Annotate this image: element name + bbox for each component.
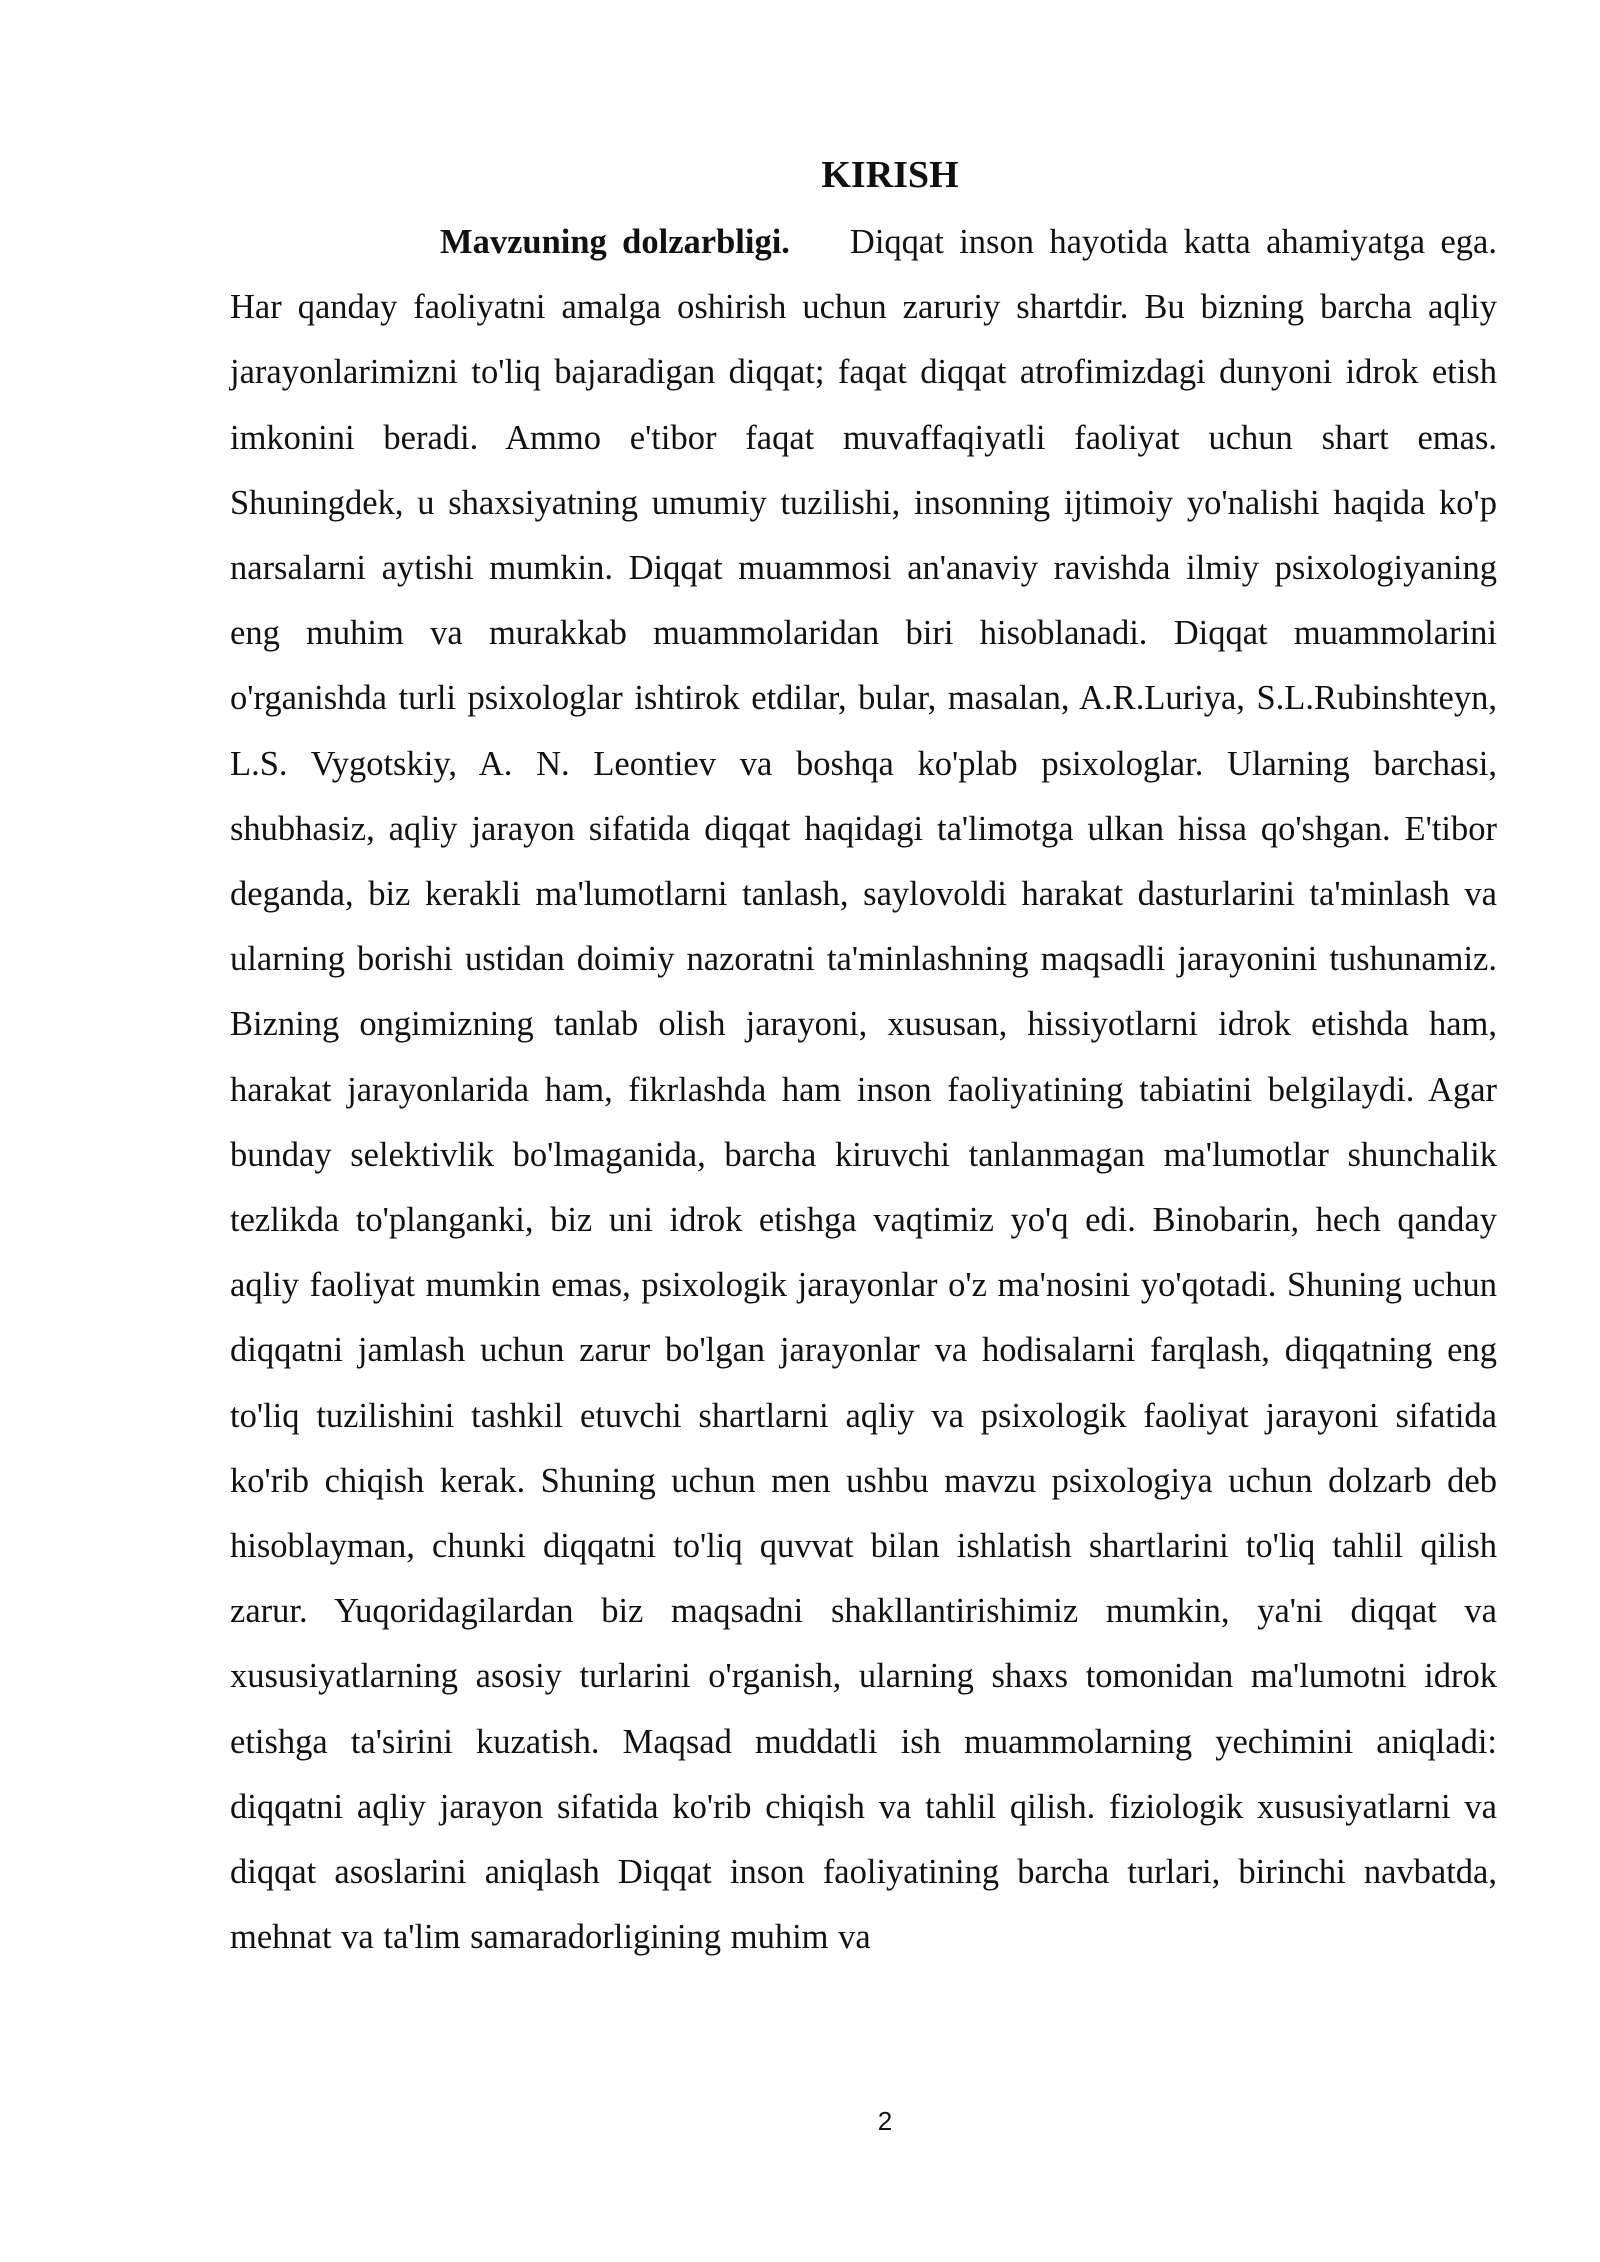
body-paragraph (230, 210, 1497, 1970)
paragraph-lead-heading: Mavzuning dolzarbligi. (440, 223, 790, 261)
paragraph-text: Diqqat inson hayotida katta ahamiyatga ega. Har qanday faoliyatni amalga oshirish uchun zaruriy shartdir. Bu bizning barcha aqliy jarayonlarimizni to'liq bajaradigan diqqat; faqat diqqat atrofimizdagi dunyoni idrok etish imkonini beradi. Ammo e'tibor faqat muvaffaqiyatli faoliyat uchun shart emas. Shuningdek, u shaxsiyatning umumiy tuzilishi, insonning ijtimoiy yo'nalishi haqida ko'p narsalarni aytishi mumkin. Diqqat muammosi an'anaviy ravishda ilmiy psixologiyaning eng muhim va murakkab muammolaridan biri hisoblanadi. Diqqat muammolarini o'rganishda turli psixologlar ishtirok etdilar, bular, masalan, A.R.Luriya, S.L.Rubinshteyn, L.S. Vygotskiy, A. N. Leontiev va boshqa ko'plab psixologlar. Ularning barchasi, shubhasiz, aqliy jarayon sifatida diqqat haqidagi ta'limotga ulkan hissa qo'shgan. E'tibor deganda, biz kerakli ma'lumotlarni tanlash, saylovoldi harakat dasturlarini ta'minlash va ularning borishi ustidan doimiy nazoratni ta'minlashning maqsadli jarayonini tushunamiz. Bizning ongimizning tanlab olish jarayoni, xususan, hissiyotlarni idrok etishda ham, harakat jarayonlarida ham, fikrlashda ham inson faoliyatining tabiatini belgilaydi. Agar bunday selektivlik bo'lmaganida, barcha kiruvchi tanlanmagan ma'lumotlar shunchalik tezlikda to'planganki, biz uni idrok etishga vaqtimiz yo'q edi. Binobarin, hech qanday aqliy faoliyat mumkin emas, psixologik jarayonlar o'z ma'nosini yo'qotadi. Shuning uchun diqqatni jamlash uchun zarur bo'lgan jarayonlar va hodisalarni farqlash, diqqatning eng to'liq tuzilishini tashkil etuvchi shartlarni aqliy va psixologik faoliyat jarayoni sifatida ko'rib chiqish kerak. Shuning uchun men ushbu mavzu psixologiya uchun dolzarb deb hisoblayman, chunki diqqatni to'liq quvvat bilan ishlatish shartlarini to'liq tahlil qilish zarur. Yuqoridagilardan biz maqsadni shakllantirishimiz mumkin, ya'ni diqqat va xususiyatlarning asosiy turlarini o'rganish, ularning shaxs tomonidan ma'lumotni idrok etishga ta'sirini kuzatish. Maqsad muddatli ish muammolarning yechimini aniqladi: diqqatni aqliy jarayon sifatida ko'rib chiqish va tahlil qilish. fiziologik xususiyatlarni va diqqat asoslarini aniqlash Diqqat inson faoliyatining barcha turlari, birinchi navbatda, mehnat va ta'lim samaradorligining muhim va (230, 223, 1497, 1957)
page-number: 2 (877, 2106, 893, 2136)
section-heading: KIRISH (821, 154, 959, 196)
